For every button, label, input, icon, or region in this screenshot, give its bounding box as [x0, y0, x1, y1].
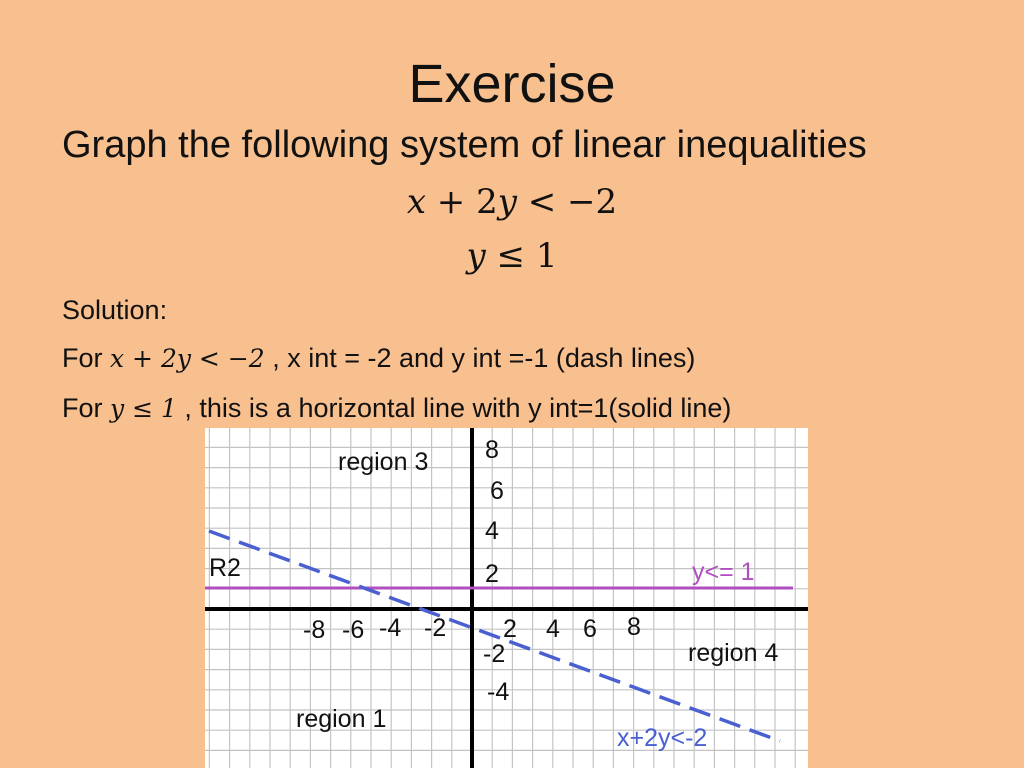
- graph-canvas: [205, 428, 808, 768]
- x-tick-label: -4: [379, 614, 402, 642]
- solution-line-1-text: , x int = -2 and y int =-1 (dash lines): [272, 343, 696, 373]
- solution-line-1-prefix: For: [62, 343, 103, 373]
- region-3-label: region 3: [338, 448, 429, 476]
- x-tick-label: -6: [342, 616, 365, 644]
- x-tick-label: 2: [503, 615, 517, 643]
- solution-line-2-prefix: For: [62, 393, 103, 423]
- region-2-label: R2: [209, 554, 241, 582]
- x-tick-label: 6: [583, 615, 597, 643]
- y-tick-label: -2: [483, 640, 506, 668]
- x-tick-label: -2: [424, 614, 447, 642]
- solution-line-2: [62, 391, 731, 426]
- y-tick-label: -4: [487, 678, 510, 706]
- region-4-label: region 4: [688, 639, 779, 667]
- x-tick-label: -8: [303, 616, 326, 644]
- solution-line-2-math: 𝑦 ≤ 1: [110, 394, 177, 423]
- y-tick-label: 6: [490, 477, 504, 505]
- inequality-1: 𝑥 + 2𝑦 < −2: [406, 182, 618, 222]
- solution-heading: Solution:: [62, 295, 168, 325]
- y-tick-label: 8: [485, 436, 499, 464]
- solution-line-1-math: 𝑥 + 2𝑦 < −2: [110, 344, 265, 373]
- region-1-label: region 1: [296, 705, 387, 733]
- dashed-line-label: x+2y<-2: [617, 724, 708, 752]
- y-tick-label: 4: [485, 517, 499, 545]
- solution-line-1: [62, 341, 695, 376]
- solid-line-label: y<= 1: [692, 558, 755, 586]
- x-tick-label: 4: [546, 615, 560, 643]
- inequality-graph: [205, 428, 808, 768]
- solution-line-2-text: , this is a horizontal line with y int=1(solid line): [184, 393, 732, 423]
- slide-subtitle: Graph the following system of linear inequalities: [62, 124, 867, 166]
- slide-title: Exercise: [408, 54, 616, 114]
- inequality-2: 𝑦 ≤ 1: [466, 236, 558, 276]
- y-tick-label: 2: [485, 560, 499, 588]
- x-tick-label: 8: [627, 613, 641, 641]
